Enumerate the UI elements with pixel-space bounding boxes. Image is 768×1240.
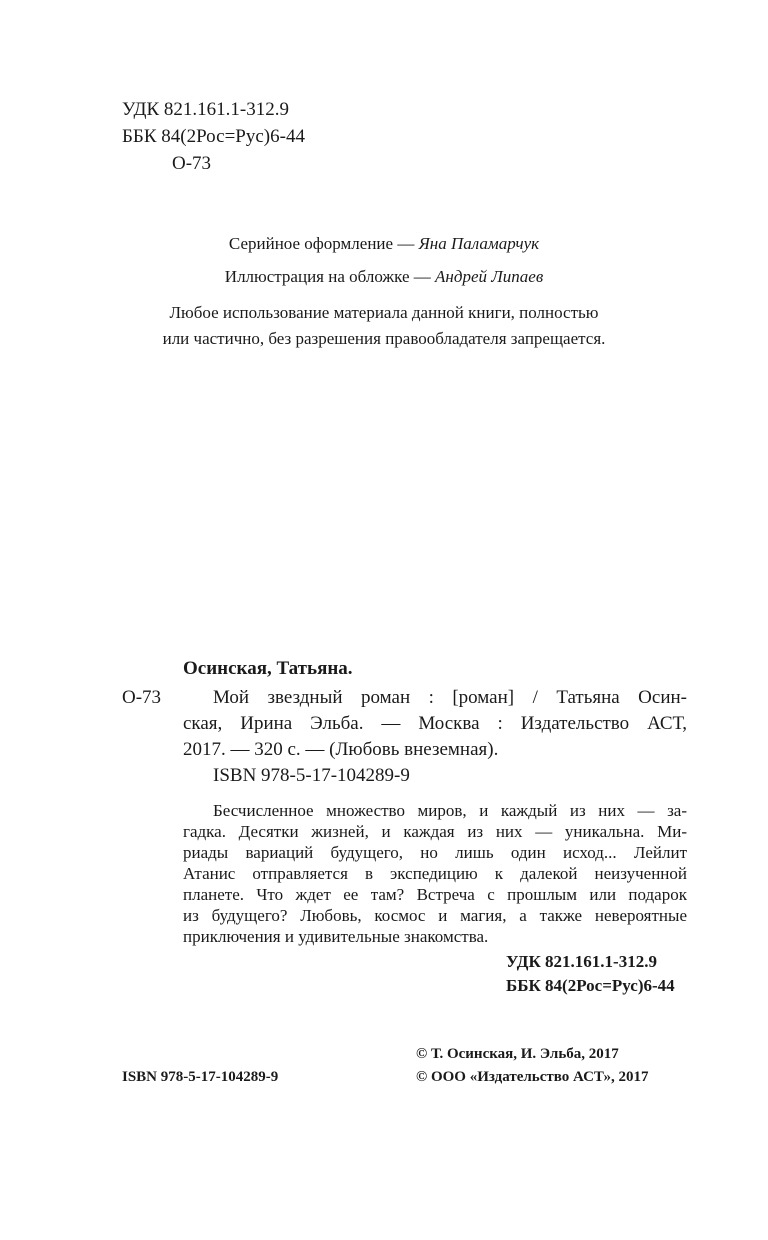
catalog-entry-line: ская, Ирина Эльба. — Москва : Издательство АСТ, [183, 713, 687, 734]
annotation-line: риады вариаций будущего, но лишь один исход... Лейлит [183, 843, 687, 862]
copyright-publisher: © ООО «Издательство АСТ», 2017 [416, 1069, 649, 1085]
series-design-credit [0, 234, 768, 254]
catalog-author-mark: О-73 [122, 687, 162, 708]
cover-illustration-credit [0, 267, 768, 287]
catalog-author-heading: Осинская, Татьяна. [183, 658, 353, 679]
footer-isbn: ISBN 978-5-17-104289-9 [122, 1069, 279, 1085]
bbk-code: ББК 84(2Рос=Рус)6-44 [122, 126, 305, 147]
series-design-label: Серийное оформление — [228, 234, 415, 253]
copyright-notice-line-2: или частично, без разрешения правообладателя запрещается. [162, 329, 606, 348]
cover-illustration-label: Иллюстрация на обложке — [224, 267, 431, 286]
catalog-bbk-code: ББК 84(2Рос=Рус)6-44 [506, 976, 675, 995]
catalog-isbn: ISBN 978-5-17-104289-9 [213, 765, 410, 786]
catalog-entry-line: 2017. — 320 с. — (Любовь внеземная). [183, 739, 499, 760]
catalog-entry-line: Мой звездный роман : [роман] / Татьяна Осин- [213, 687, 687, 708]
annotation-line: планете. Что ждет ее там? Встреча с прошлым или подарок [183, 885, 687, 904]
copyright-authors: © Т. Осинская, И. Эльба, 2017 [416, 1046, 619, 1062]
cover-illustration-name: Андрей Липаев [435, 267, 544, 286]
series-design-name: Яна Паламарчук [418, 234, 540, 253]
annotation-line: Атанис отправляется в экспедицию к далекой неизученной [183, 864, 687, 883]
catalog-udk-code: УДК 821.161.1-312.9 [506, 952, 657, 971]
annotation-line: Бесчисленное множество миров, и каждый из них — за- [213, 801, 687, 820]
annotation-line: из будущего? Любовь, космос и магия, а также невероятные [183, 906, 687, 925]
annotation-line: гадка. Десятки жизней, и каждая из них — уникальна. Ми- [183, 822, 687, 841]
copyright-notice-line-1: Любое использование материала данной книги, полностью [169, 303, 599, 322]
author-mark: О-73 [172, 153, 212, 174]
annotation-line: приключения и удивительные знакомства. [183, 927, 489, 946]
udk-code: УДК 821.161.1-312.9 [122, 99, 289, 120]
